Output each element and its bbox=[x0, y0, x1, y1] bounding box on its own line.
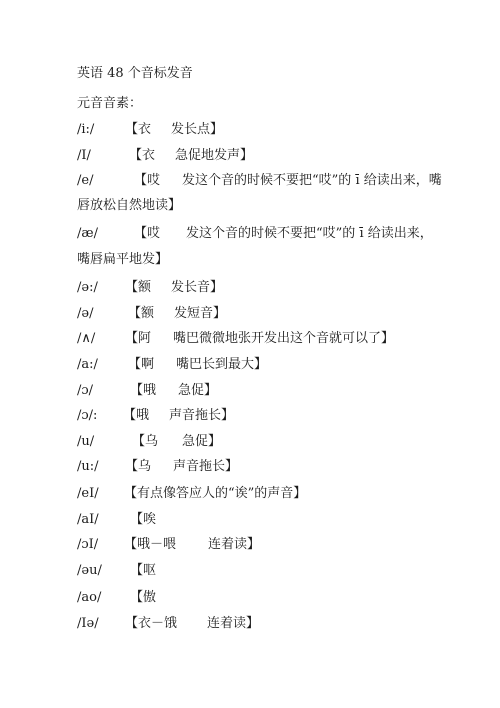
pronunciation-note: 急促】 bbox=[178, 383, 218, 398]
phoneme-symbol: /eI/ bbox=[77, 486, 99, 501]
phoneme-row bbox=[77, 226, 433, 242]
chinese-hint: 【傲 bbox=[130, 590, 157, 605]
chinese-hint: 【阿 bbox=[125, 331, 152, 346]
phoneme-row bbox=[77, 459, 238, 475]
pronunciation-note: 发这个音的时候不要把“哎”的 ī 给读出来， bbox=[186, 226, 433, 241]
chinese-hint: 【啊 bbox=[128, 357, 155, 372]
chinese-hint: 【唉 bbox=[130, 512, 157, 527]
pronunciation-note-continued: 唇放松自然地读】 bbox=[77, 198, 182, 213]
phoneme-row bbox=[77, 122, 223, 138]
phoneme-row bbox=[77, 563, 156, 579]
phoneme-symbol: /əu/ bbox=[77, 563, 102, 578]
chinese-hint: 【乌 bbox=[125, 459, 152, 474]
pronunciation-note: 嘴巴长到最大】 bbox=[176, 357, 268, 372]
phoneme-row bbox=[77, 434, 221, 450]
phoneme-symbol: /ɔI/ bbox=[77, 537, 99, 552]
pronunciation-note-continued: 嘴唇扁平地发】 bbox=[77, 252, 169, 267]
chinese-hint: 【呕 bbox=[130, 563, 157, 578]
chinese-hint: 【衣－饿 bbox=[125, 616, 178, 631]
phoneme-row bbox=[77, 383, 217, 399]
chinese-hint: 【额 bbox=[125, 280, 152, 295]
phoneme-symbol: /e/ bbox=[77, 173, 94, 188]
phoneme-row bbox=[77, 486, 306, 502]
phoneme-row bbox=[77, 306, 226, 322]
pronunciation-note: 急促】 bbox=[182, 434, 222, 449]
phoneme-row bbox=[77, 357, 267, 373]
pronunciation-note: 连着读】 bbox=[208, 537, 261, 552]
chinese-hint: 【哎 bbox=[134, 173, 161, 188]
chinese-hint: 【哦 bbox=[123, 408, 150, 423]
phoneme-symbol: /ə/ bbox=[77, 306, 94, 321]
phoneme-symbol: /∧/ bbox=[77, 331, 96, 346]
phoneme-symbol: /i:/ bbox=[77, 122, 95, 137]
chinese-hint: 【有点像答应人的“诶”的声音】 bbox=[124, 486, 307, 501]
phoneme-symbol: /u:/ bbox=[77, 459, 99, 474]
chinese-hint: 【哎 bbox=[134, 226, 161, 241]
phoneme-symbol: /ɔ/: bbox=[77, 408, 98, 423]
phoneme-row bbox=[77, 331, 394, 347]
phoneme-row bbox=[77, 537, 260, 553]
phoneme-row bbox=[77, 616, 259, 632]
pronunciation-note: 发长点】 bbox=[171, 122, 224, 137]
pronunciation-note: 急促地发声】 bbox=[175, 148, 254, 163]
phoneme-symbol: /Iə/ bbox=[77, 616, 99, 631]
section-heading: 元音音素： bbox=[77, 96, 143, 111]
phoneme-symbol: /aI/ bbox=[77, 512, 99, 527]
page-title: 英语 48 个音标发音 bbox=[77, 66, 193, 81]
phoneme-symbol: /a:/ bbox=[77, 357, 98, 372]
pronunciation-note: 发长音】 bbox=[171, 280, 224, 295]
phoneme-symbol: /æ/ bbox=[77, 226, 98, 241]
chinese-hint: 【衣 bbox=[129, 148, 156, 163]
phoneme-symbol: /I/ bbox=[77, 148, 91, 163]
pronunciation-note: 连着读】 bbox=[207, 616, 260, 631]
pronunciation-note: 嘴巴微微地张开发出这个音就可以了】 bbox=[173, 331, 395, 346]
pronunciation-note: 声音拖长】 bbox=[169, 408, 235, 423]
phoneme-symbol: /u/ bbox=[77, 434, 95, 449]
phoneme-symbol: /ə:/ bbox=[77, 280, 98, 295]
phoneme-row bbox=[77, 512, 156, 528]
phoneme-row bbox=[77, 408, 234, 424]
phoneme-symbol: /ao/ bbox=[77, 590, 102, 605]
chinese-hint: 【哦－喂 bbox=[124, 537, 177, 552]
phoneme-row bbox=[77, 590, 156, 606]
chinese-hint: 【哦 bbox=[130, 383, 157, 398]
pronunciation-note: 声音拖长】 bbox=[173, 459, 239, 474]
pronunciation-note: 发这个音的时候不要把“哎”的 ī 给读出来，嘴 bbox=[182, 173, 442, 188]
phoneme-symbol: /ɔ/ bbox=[77, 383, 94, 398]
chinese-hint: 【乌 bbox=[132, 434, 159, 449]
chinese-hint: 【衣 bbox=[125, 122, 152, 137]
pronunciation-note: 发短音】 bbox=[174, 306, 227, 321]
phoneme-row bbox=[77, 173, 442, 189]
phoneme-row bbox=[77, 148, 253, 164]
chinese-hint: 【额 bbox=[128, 306, 155, 321]
phoneme-row bbox=[77, 280, 223, 296]
